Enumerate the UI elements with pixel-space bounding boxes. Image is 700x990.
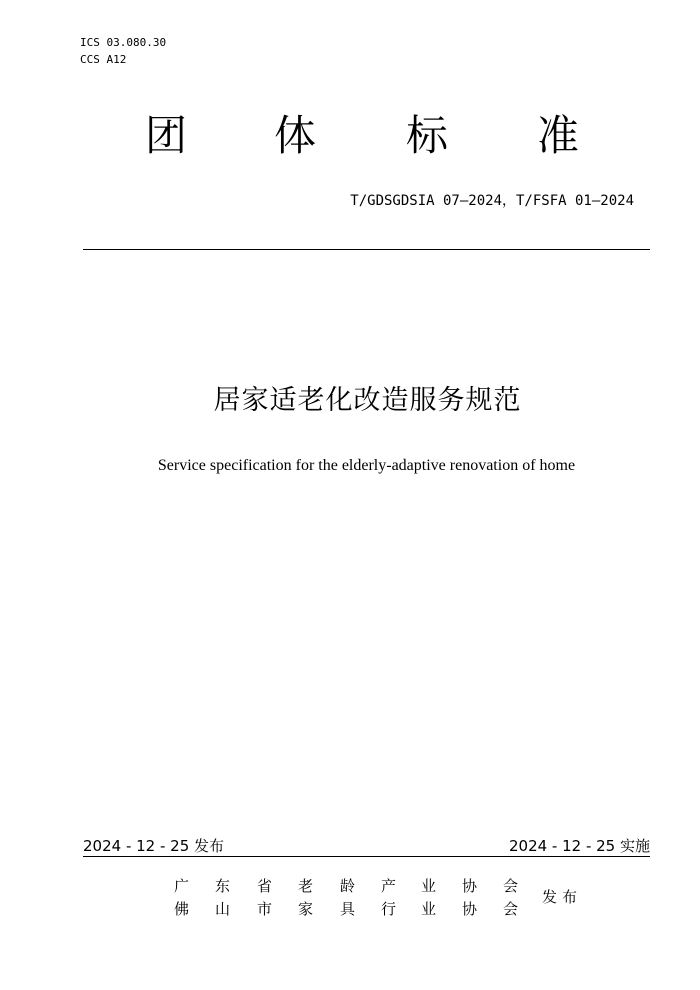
title-char: 体 bbox=[274, 111, 317, 160]
document-type-title bbox=[0, 108, 700, 164]
title-char: 准 bbox=[537, 111, 580, 160]
org2-char: 市 bbox=[257, 900, 273, 918]
org2-char: 山 bbox=[215, 900, 231, 918]
ics-code: ICS 03.080.30 bbox=[80, 36, 167, 49]
org2-char: 家 bbox=[298, 900, 314, 918]
org1-char: 东 bbox=[215, 877, 231, 895]
org1-char: 协 bbox=[462, 877, 478, 895]
org2-char: 佛 bbox=[174, 900, 190, 918]
org1-char: 龄 bbox=[340, 877, 356, 895]
org2-char: 业 bbox=[421, 900, 437, 918]
org1-char: 广 bbox=[174, 877, 190, 895]
issue-date: 2024 - 12 - 25 发布 bbox=[83, 837, 225, 855]
org2-char: 协 bbox=[462, 900, 478, 918]
org2-char: 行 bbox=[381, 900, 397, 918]
org2-char: 会 bbox=[503, 900, 519, 918]
org1-char: 会 bbox=[503, 877, 519, 895]
bottom-divider bbox=[83, 856, 650, 857]
org1-char: 业 bbox=[421, 877, 437, 895]
chinese-title: 居家适老化改造服务规范 bbox=[213, 385, 522, 416]
issuing-organizations bbox=[0, 875, 700, 921]
publish-label: 发布 bbox=[542, 888, 583, 906]
classification-codes bbox=[80, 34, 166, 68]
org2-char: 具 bbox=[340, 900, 356, 918]
top-divider bbox=[83, 249, 650, 250]
org1-char: 省 bbox=[257, 877, 273, 895]
ccs-code: CCS A12 bbox=[80, 53, 127, 66]
title-char: 团 bbox=[145, 111, 188, 160]
org1-char: 产 bbox=[381, 877, 397, 895]
english-title: Service specification for the elderly-adaptive renovation of home bbox=[157, 457, 576, 474]
title-char: 标 bbox=[406, 111, 449, 160]
org1-char: 老 bbox=[298, 877, 314, 895]
effective-date: 2024 - 12 - 25 实施 bbox=[508, 837, 650, 855]
standard-number: T/GDSGDSIA 07—2024，T/FSFA 01—2024 bbox=[350, 193, 634, 209]
